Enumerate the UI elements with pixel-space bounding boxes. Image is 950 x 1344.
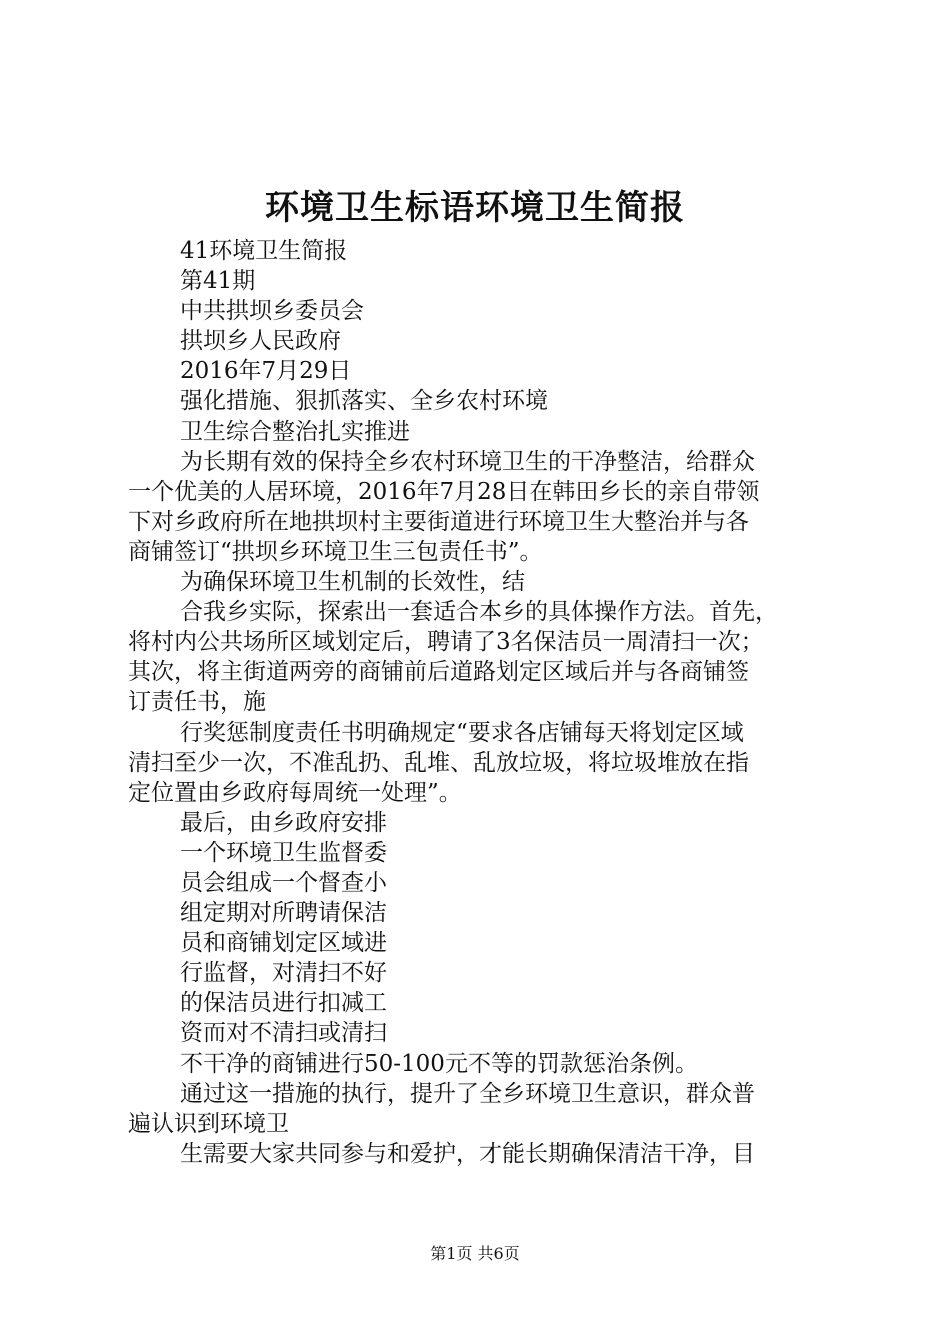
text-line: 订责任书，施 [128,689,266,716]
text-line: 合我乡实际，探索出一套适合本乡的具体操作方法。首先， [180,599,778,626]
document-body [128,236,828,1169]
page-footer: 第1页 共6页 [430,1244,520,1263]
text-line: 行奖惩制度责任书明确规定“要求各店铺每天将划定区域 [180,719,744,746]
text-line: 拱坝乡人民政府 [180,328,341,355]
text-line: 为长期有效的保持全乡农村环境卫生的干净整洁，给群众 [180,448,755,475]
text-line: 生需要大家共同参与和爱护，才能长期确保清洁干净，目 [180,1140,755,1167]
text-line: 组定期对所聘请保洁 [180,900,387,927]
text-line: 41环境卫生简报 [180,238,348,264]
text-line: 资而对不清扫或清扫 [180,1020,387,1047]
text-line: 清扫至少一次，不准乱扔、乱堆、乱放垃圾，将垃圾堆放在指 [128,749,749,776]
text-line: 不干净的商铺进行50-100元不等的罚款惩治条例。 [180,1050,698,1077]
text-line: 强化措施、狠抓落实、全乡农村环境 [180,388,548,415]
text-line: 员会组成一个督查小 [180,869,387,896]
text-line: 卫生综合整治扎实推进 [180,418,410,445]
text-line: 员和商铺划定区域进 [180,930,387,957]
document-title: 环境卫生标语环境卫生简报 [265,188,685,228]
text-line: 中共拱坝乡委员会 [180,298,364,325]
text-line: 一个环境卫生监督委 [180,839,387,866]
text-line: 遍认识到环境卫 [128,1110,289,1137]
text-line: 为确保环境卫生机制的长效性，结 [180,569,525,596]
text-line: 一个优美的人居环境，2016年7月28日在韩田乡长的亲自带领 [128,478,760,505]
text-line: 下对乡政府所在地拱坝村主要街道进行环境卫生大整治并与各 [128,508,749,535]
text-line: 2016年7月29日 [180,358,352,385]
text-line: 第41期 [180,268,256,295]
text-line: 行监督，对清扫不好 [180,960,387,987]
text-line: 通过这一措施的执行，提升了全乡环境卫生意识，群众普 [180,1080,755,1107]
text-line: 商铺签订“拱坝乡环境卫生三包责任书”。 [128,538,543,565]
text-line: 最后，由乡政府安排 [180,809,387,836]
text-line: 其次，将主街道两旁的商铺前后道路划定区域后并与各商铺签 [128,659,749,686]
text-line: 的保洁员进行扣减工 [180,990,387,1017]
text-line: 定位置由乡政府每周统一处理”。 [128,779,462,806]
text-line: 将村内公共场所区域划定后，聘请了3名保洁员一周清扫一次； [128,629,764,656]
